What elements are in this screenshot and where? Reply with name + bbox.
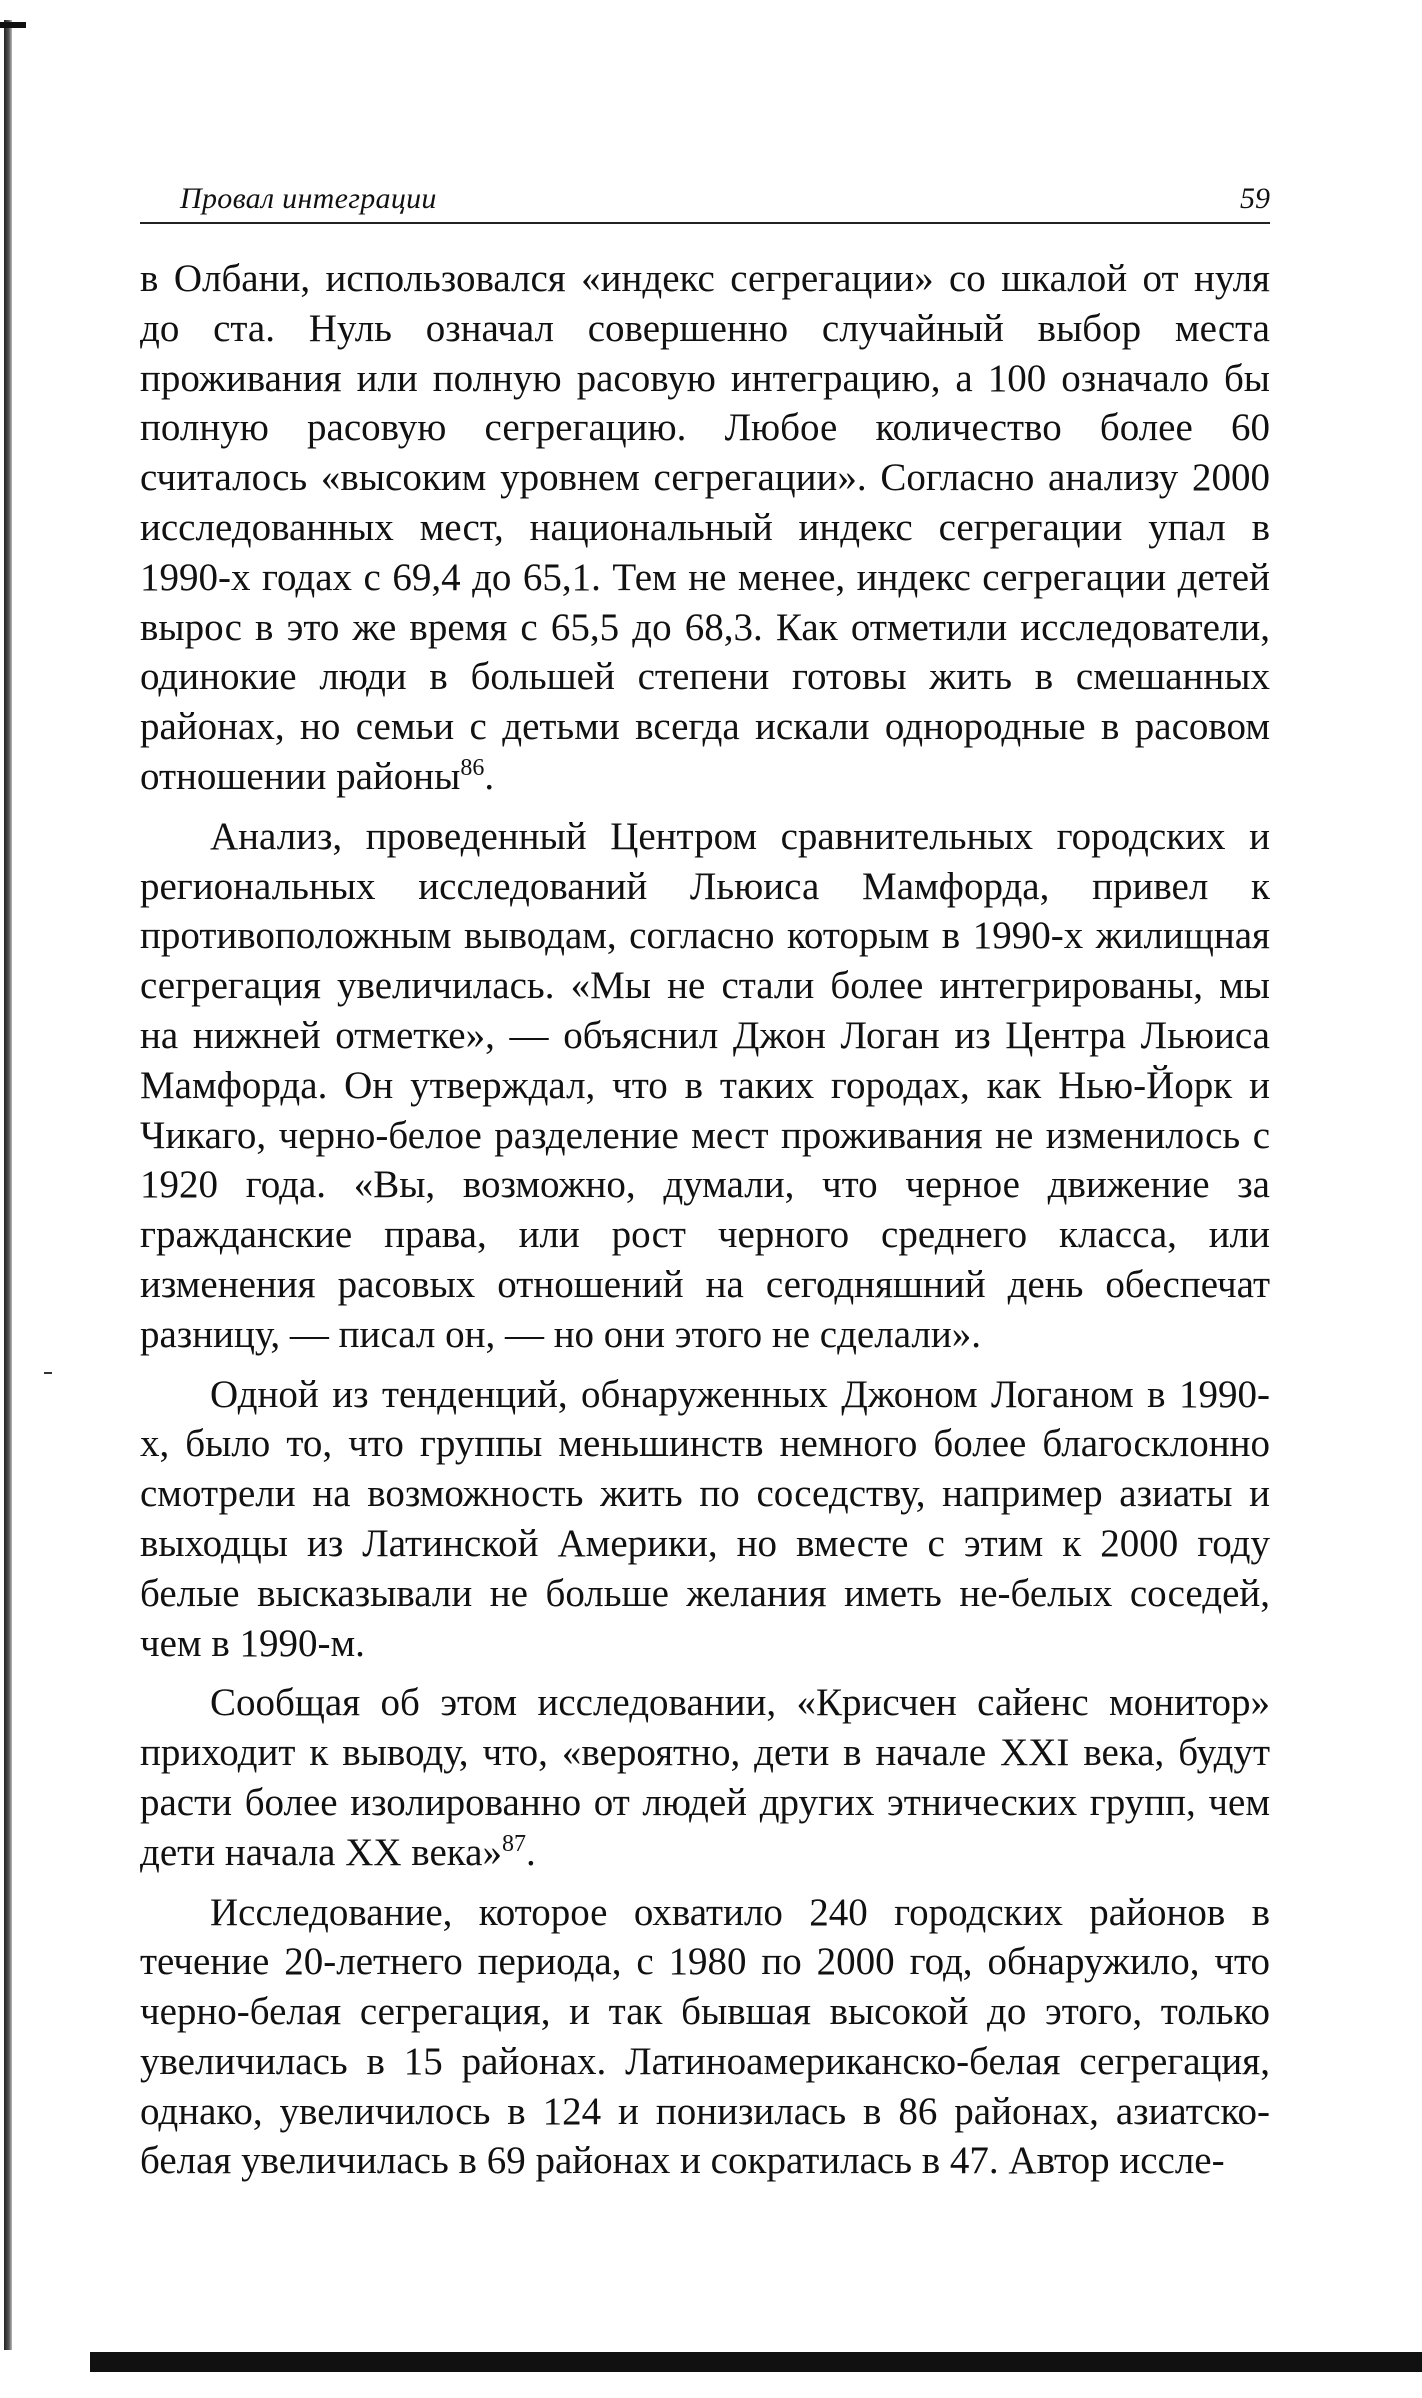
body-text: [140, 254, 1270, 2186]
book-spine-edge: [0, 22, 26, 28]
book-page: [140, 180, 1270, 2196]
paragraph: [140, 1888, 1270, 2187]
running-title: Провал интеграции: [180, 182, 437, 215]
paragraph: [140, 1370, 1270, 1669]
paragraph-text: Исследование, которое охватило 240 городских районов в течение 20-летнего периода, с 1980 по 2000 год, обнаружило, что черно-белая сегрегация, и так бывшая высокой до этого, только увеличилась в 15 районах. Латиноамериканско-белая сегрегация, однако, увеличилось в 124 и понизилась в 86 районах, азиатско-белая увеличилась в 69 районах и сократилась в 47. Автор иссле-: [140, 1890, 1270, 2183]
page-bottom-edge: [90, 2352, 1422, 2372]
paragraph-text: Анализ, проведенный Центром сравнительных городских и региональных исследований Льюиса Мамфорда, привел к противоположным выводам, согласно которым в 1990-х жилищная сегрегация увеличилась. «Мы не стали более интегрированы, мы на нижней отметке», — объяснил Джон Логан из Центра Льюиса Мамфорда. Он утверждал, что в таких городах, как Нью-Йорк и Чикаго, черно-белое разделение мест проживания не изменилось с 1920 года. «Вы, возможно, думали, что черное движение за гражданские права, или рост черного среднего класса, или изменения расовых отношений на сегодняшний день обеспечат разницу, — писал он, — но они этого не сделали».: [140, 814, 1270, 1356]
book-spine-shadow: [4, 20, 12, 2350]
footnote-ref: 87: [501, 1830, 526, 1857]
paragraph: [140, 254, 1270, 802]
paragraph-end: .: [484, 754, 495, 798]
paragraph-text: в Олбани, использовался «индекс сегрегации» со шкалой от нуля до ста. Нуль означал совершенно случайный выбор места проживания или полную расовую интеграцию, а 100 означало бы полную расовую сегрегацию. Любое количество более 60 считалось «высоким уровнем сегрегации». Согласно анализу 2000 исследованных мест, национальный индекс сегрегации упал в 1990-х годах с 69,4 до 65,1. Тем не менее, индекс сегрегации детей вырос в это же время с 65,5 до 68,3. Как отметили исследователи, одинокие люди в большей степени готовы жить в смешанных районах, но семьи с детьми всегда искали однородные в расовом отношении районы: [140, 257, 1270, 798]
margin-mark: [44, 1372, 52, 1374]
paragraph: [140, 812, 1270, 1360]
page-number: 59: [1240, 182, 1270, 215]
paragraph: [140, 1678, 1270, 1877]
page-header: [140, 180, 1270, 224]
footnote-ref: 86: [460, 754, 485, 781]
paragraph-text: Сообщая об этом исследовании, «Крисчен сайенс монитор» приходит к выводу, что, «вероятно, дети в начале XXI века, будут расти более изолированно от людей других этнических групп, чем дети начала XX века»: [140, 1681, 1270, 1874]
paragraph-text: Одной из тенденций, обнаруженных Джоном Логаном в 1990-х, было то, что группы меньшинств немного более благосклонно смотрели на возможность жить по соседству, например азиаты и выходцы из Латинской Америки, но вместе с этим к 2000 году белые высказывали не больше желания иметь не-белых соседей, чем в 1990-м.: [140, 1372, 1270, 1665]
paragraph-end: .: [525, 1830, 536, 1874]
